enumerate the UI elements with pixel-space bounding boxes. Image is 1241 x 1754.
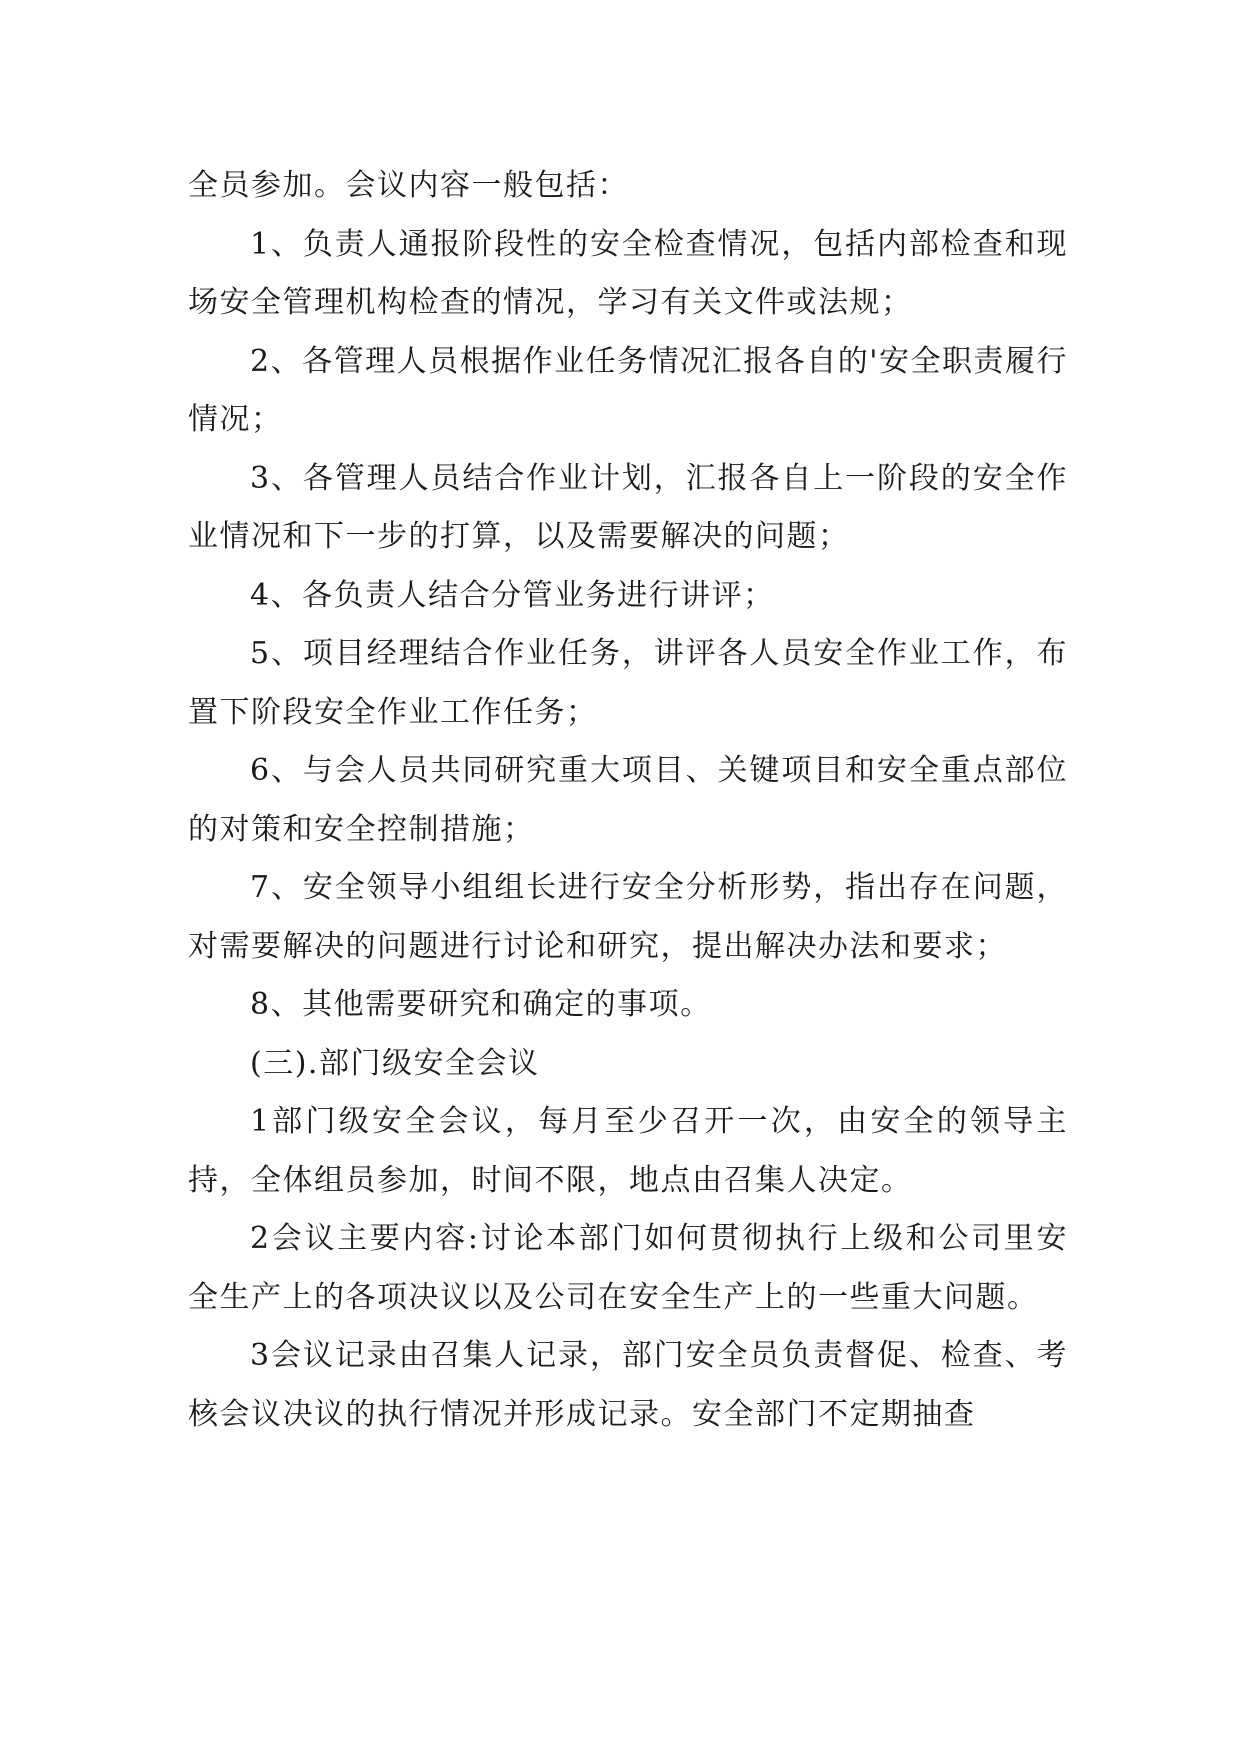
list-item-6: 6、与会人员共同研究重大项目、关键项目和安全重点部位的对策和安全控制措施；	[188, 753, 1068, 847]
list-item-4: 4、各负责人结合分管业务进行讲评；	[250, 577, 775, 613]
list-item-8: 8、其他需要研究和确定的事项。	[250, 987, 712, 1022]
document-body	[188, 157, 1068, 1444]
list-item-7: 7、安全领导小组组长进行安全分析形势，指出存在问题，对需要解决的问题进行讨论和研究，提出解决办法和要求；	[188, 870, 1068, 964]
paragraph-continuation: 全员参加。会议内容一般包括：	[188, 168, 629, 203]
section-heading: (三).部门级安全会议	[250, 1045, 540, 1081]
list-item-5: 5、项目经理结合作业任务，讲评各人员安全作业工作，布置下阶段安全作业工作任务；	[188, 636, 1068, 730]
list-item-2: 2、各管理人员根据作业任务情况汇报各自的'安全职责履行情况；	[188, 343, 1068, 437]
section-item-3: 3会议记录由召集人记录，部门安全员负责督促、检查、考核会议决议的执行情况并形成记录。安全部门不定期抽查	[188, 1338, 1068, 1432]
section-item-2: 2会议主要内容:讨论本部门如何贯彻执行上级和公司里安全生产上的各项决议以及公司在安全生产上的一些重大问题。	[188, 1221, 1068, 1315]
list-item-3: 3、各管理人员结合作业计划，汇报各自上一阶段的安全作业情况和下一步的打算，以及需要解决的问题；	[188, 460, 1068, 554]
list-item-1: 1、负责人通报阶段性的安全检查情况，包括内部检查和现场安全管理机构检查的情况，学习有关文件或法规；	[188, 226, 1068, 320]
section-item-1: 1部门级安全会议，每月至少召开一次，由安全的领导主持，全体组员参加，时间不限，地点由召集人决定。	[188, 1104, 1068, 1198]
